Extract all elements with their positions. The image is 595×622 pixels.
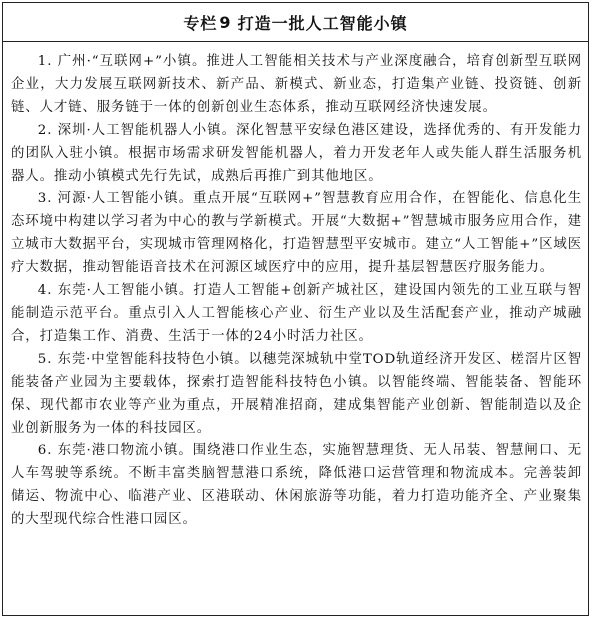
box-content [11, 51, 582, 532]
paragraph-shenzhen: 2. 深圳·人工智能机器人小镇。深化智慧平安绿色港区建设，选择优秀的、有开发能力的团队入驻小镇。根据市场需求研发智能机器人，着力开发老年人或失能人群生活服务机器人。推动小镇模式先行先试，成熟后再推广到其他地区。 [11, 122, 582, 184]
box-title-number: 9 [219, 12, 232, 32]
paragraph-dongguan-ai: 4. 东莞·人工智能小镇。打造人工智能+创新产城社区，建设国内领先的工业互联与智能制造示范平台。重点引入人工智能核心产业、衍生产业以及生活配套产业，推动产城融合，打造集工作、消费、生活于一体的24小时活力社区。 [11, 283, 582, 344]
paragraph-guangzhou: 1. 广州·“互联网+”小镇。推进人工智能相关技术与产业深度融合，培育创新型互联网企业，大力发展互联网新技术、新产品、新模式、新业态，打造集产业链、投资链、创新链、人才链、服务链于一体的创新创业生态体系，推动互联网经济快速发展。 [11, 54, 582, 115]
paragraph-dongguan-zhongtang: 5. 东莞·中堂智能科技特色小镇。以穗莞深城轨中堂TOD轨道经济开发区、槎滘片区智能装备产业园为主要载体，探索打造智能科技特色小镇。以智能终端、智能装备、智能环保、现代都市农业等产业为重点，开展精准招商，建成集智能产业创新、智能制造以及企业创新服务为一体的科技园区。 [11, 351, 582, 436]
paragraph-heyuan: 3. 河源·人工智能小镇。重点开展“互联网+”智慧教育应用合作，在智能化、信息化生态环境中构建以学习者为中心的教与学新模式。开展“大数据+”智慧城市服务应用合作，建立城市大数据平台，实现城市管理网格化，打造智慧型平安城市。建立“人工智能+”区域医疗大数据，推动智能语音技术在河源区域医疗中的应用，提升基层智慧医疗服务能力。 [11, 191, 582, 276]
box-title-prefix: 专栏 [183, 13, 218, 33]
paragraph-dongguan-port: 6. 东莞·港口物流小镇。围绕港口作业生态，实施智慧理货、无人吊装、智慧闸口、无人车驾驶等系统。不断丰富类脑智慧港口系统，降低港口运营管理和物流成本。完善装卸储运、物流中心、临港产业、区港联动、休闲旅游等功能，着力打造功能齐全、产业聚集的大型现代综合性港口园区。 [11, 443, 582, 528]
sidebar-box [2, 2, 589, 616]
box-title-text: 打造一批人工智能小镇 [237, 13, 408, 33]
box-title [3, 3, 588, 42]
